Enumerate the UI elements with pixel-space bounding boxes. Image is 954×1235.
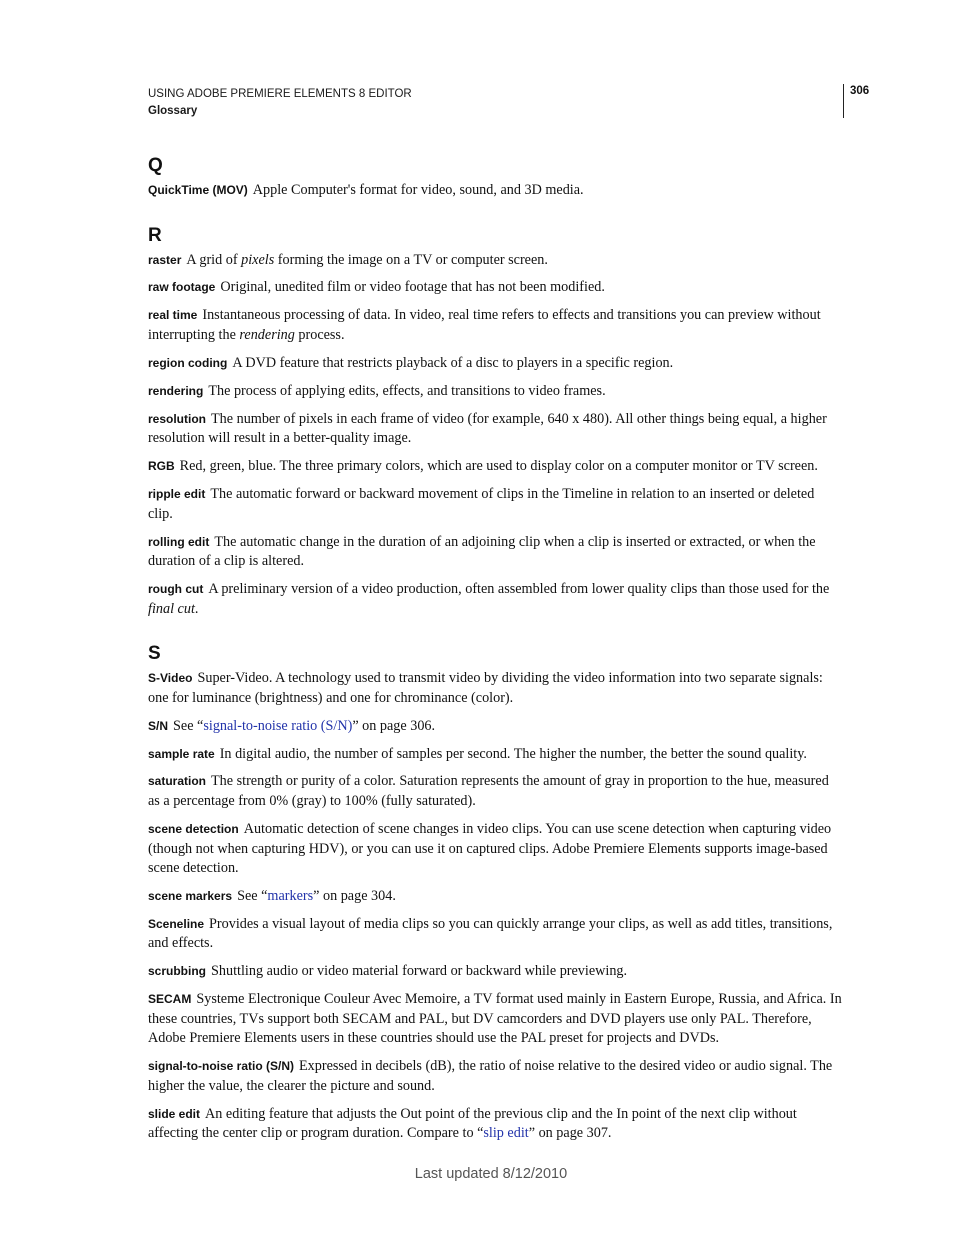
glossary-entry <box>148 962 842 982</box>
glossary-term: raster <box>148 252 182 267</box>
last-updated-footer: Last updated 8/12/2010 <box>414 1166 568 1182</box>
definition-text: See “ <box>173 717 204 734</box>
glossary-content <box>148 155 842 1152</box>
definition-text: The automatic change in the duration of an adjoining clip when a clip is inserted or extracted, or when the duration of a clip is altered. <box>148 533 816 570</box>
glossary-term: signal-to-noise ratio (S/N) <box>148 1059 295 1074</box>
definition-text: A preliminary version of a video production, often assembled from lower quality clips than those used for the <box>208 580 830 597</box>
cross-reference-link[interactable]: markers <box>267 888 314 904</box>
glossary-term: scrubbing <box>148 964 207 979</box>
definition-text: ” on page 304. <box>313 888 396 904</box>
running-header <box>148 86 412 120</box>
glossary-entry <box>148 1105 842 1144</box>
glossary-term: rendering <box>148 383 204 398</box>
definition-text: A DVD feature that restricts playback of a disc to players in a specific region. <box>232 354 674 371</box>
glossary-entry <box>148 820 842 879</box>
glossary-entry <box>148 485 842 524</box>
glossary-entry <box>148 580 842 619</box>
glossary-term: QuickTime (MOV) <box>148 183 248 197</box>
italic-term: pixels <box>241 251 275 268</box>
definition-text: process. <box>294 326 345 343</box>
glossary-entry <box>148 354 842 374</box>
definition-text: Super-Video. A technology used to transmit video by dividing the video information into two separate signals: one for luminance (brightness) and one for chrominance (color). <box>148 670 823 706</box>
definition-text: ” on page 306. <box>352 717 436 734</box>
definition-text: Red, green, blue. The three primary colors, which are used to display color on a computer monitor or TV screen. <box>179 458 818 475</box>
glossary-entry <box>148 745 842 765</box>
definition-text: . <box>194 600 199 617</box>
definition-text: The automatic forward or backward movement of clips in the Timeline in relation to an inserted or deleted clip. <box>148 486 815 522</box>
glossary-entry <box>148 251 842 271</box>
definition-text: Original, unedited film or video footage that has not been modified. <box>220 279 605 296</box>
glossary-term: scene markers <box>148 889 233 903</box>
header-divider <box>843 84 844 118</box>
definition-text: Systeme Electronique Couleur Avec Memoire, a TV format used mainly in Eastern Europe, Russia, and Africa. In these countries, TVs support both SECAM and PAL, but DV camcorders and DVD players use only PAL. Therefore, Adobe Premiere Elements users in these countries should use the PAL preset for projects and DVDs. <box>148 991 842 1047</box>
glossary-term: S/N <box>148 718 169 733</box>
glossary-entry <box>148 278 842 298</box>
definition-text: See “ <box>237 888 268 904</box>
definition-text: forming the image on a TV or computer screen. <box>274 251 548 268</box>
glossary-term: rough cut <box>148 581 204 596</box>
glossary-term: slide edit <box>148 1106 201 1121</box>
definition-text: The number of pixels in each frame of video (for example, 640 x 480). All other things being equal, a higher resolution will result in a better-quality image. <box>148 410 827 447</box>
book-title: USING ADOBE PREMIERE ELEMENTS 8 EDITOR <box>148 88 412 100</box>
glossary-term: ripple edit <box>148 487 206 502</box>
definition-text: Apple Computer's format for video, sound, and 3D media. <box>252 182 584 198</box>
cross-reference-link[interactable]: slip edit <box>483 1125 529 1142</box>
glossary-entry <box>148 533 842 572</box>
definition-text: The strength or purity of a color. Saturation represents the amount of gray in proportion to the hue, measured as a percentage from 0% (gray) to 100% (fully saturated). <box>148 773 829 810</box>
definition-text: Provides a visual layout of media clips so you can quickly arrange your clips, as well as add titles, transitions, and effects. <box>148 915 833 952</box>
section-letter: R <box>148 224 162 246</box>
glossary-entry <box>148 382 842 402</box>
definition-text: Shuttling audio or video material forward or backward while previewing. <box>211 963 628 980</box>
glossary-entry <box>148 717 842 737</box>
glossary-entry <box>148 1057 842 1096</box>
glossary-term: region coding <box>148 355 228 370</box>
glossary-term: scene detection <box>148 821 239 836</box>
definition-text: Expressed in decibels (dB), the ratio of noise relative to the desired video or audio signal. The higher the value, the clearer the picture and sound. <box>148 1058 833 1094</box>
glossary-term: saturation <box>148 774 207 789</box>
page-number: 306 <box>850 85 870 97</box>
section-r <box>148 225 842 620</box>
glossary-entry <box>148 410 842 449</box>
glossary-term: resolution <box>148 411 207 426</box>
glossary-term: SECAM <box>148 992 192 1007</box>
definition-text: ” on page 307. <box>528 1125 612 1142</box>
glossary-term: RGB <box>148 459 175 474</box>
section-letter: S <box>148 643 161 665</box>
glossary-entry <box>148 306 842 345</box>
chapter-name: Glossary <box>148 105 198 117</box>
glossary-entry <box>148 990 842 1049</box>
glossary-term: S-Video <box>148 671 193 686</box>
definition-text: The process of applying edits, effects, and transitions to video frames. <box>208 382 606 399</box>
glossary-entry <box>148 669 842 708</box>
definition-text: Automatic detection of scene changes in video clips. You can use scene detection when capturing video (though not when capturing HDV), or you can use it on captured clips. Adobe Premiere Elements supports image-based scene detection. <box>148 820 832 877</box>
glossary-term: real time <box>148 308 198 323</box>
definition-text: Instantaneous processing of data. In video, real time refers to effects and transitions you can preview without interrupting the <box>148 307 821 343</box>
italic-term: final cut <box>148 600 195 617</box>
glossary-entry <box>148 457 842 477</box>
glossary-term: rolling edit <box>148 534 210 549</box>
definition-text: In digital audio, the number of samples per second. The higher the number, the better the sound quality. <box>219 745 807 762</box>
cross-reference-link[interactable]: signal-to-noise ratio (S/N) <box>203 717 353 734</box>
glossary-entry <box>148 181 842 201</box>
section-s <box>148 643 842 1144</box>
glossary-entry <box>148 887 842 907</box>
glossary-entry <box>148 772 842 811</box>
definition-text: A grid of <box>186 251 242 268</box>
glossary-term: sample rate <box>148 746 215 761</box>
glossary-entry <box>148 915 842 954</box>
italic-term: rendering <box>239 326 295 343</box>
section-letter: Q <box>148 155 163 176</box>
glossary-term: Sceneline <box>148 916 205 931</box>
definition-text: An editing feature that adjusts the Out point of the previous clip and the In point of the next clip without affecting the center clip or program duration. Compare to “ <box>148 1105 797 1142</box>
section-q <box>148 155 842 201</box>
glossary-term: raw footage <box>148 280 216 295</box>
